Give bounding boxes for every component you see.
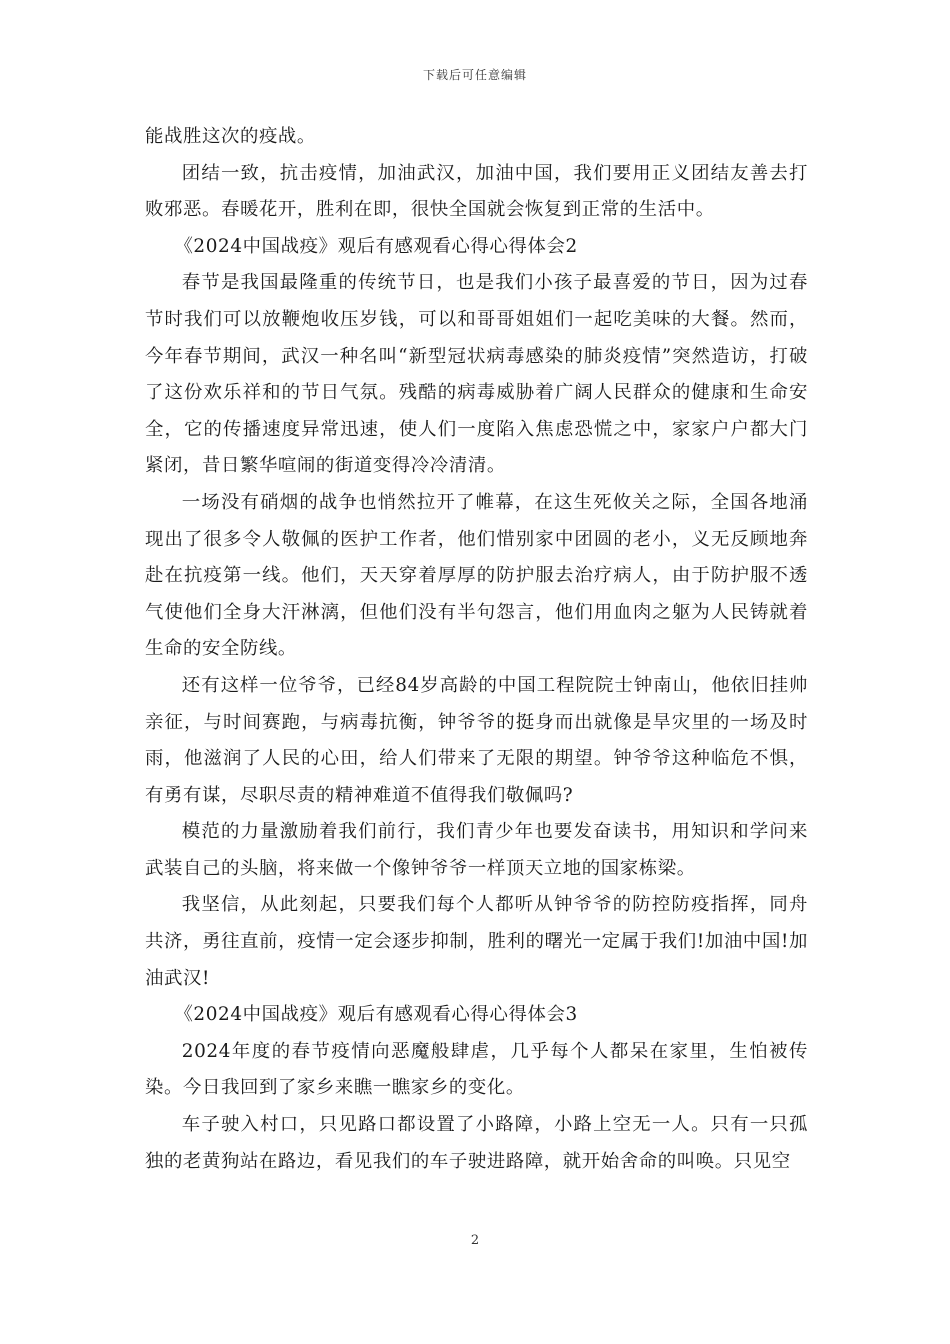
- section-heading: 《2024中国战疫》观后有感观看心得心得体会3: [174, 1004, 578, 1026]
- paragraph: 团结一致，抗击疫情，加油武汉，加油中国，我们要用正义团结友善去打败邪恶。春暖花开，胜利在即，很快全国就会恢复到正常的生活中。: [145, 162, 808, 221]
- paragraph: 春节是我国最隆重的传统节日，也是我们小孩子最喜爱的节日，因为过春节时我们可以放鞭炮收压岁钱，可以和哥哥姐姐们一起吃美味的大餐。然而，今年春节期间，武汉一种名叫“新型冠状病毒感染的肺炎疫情”突然造访，打破了这份欢乐祥和的节日气氛。残酷的病毒威胁着广阔人民群众的健康和生命安全，它的传播速度异常迅速，使人们一度陷入焦虑恐慌之中，家家户户都大门紧闭，昔日繁华喧闹的街道变得冷冷清清。: [145, 272, 808, 477]
- paragraph-continuation: 能战胜这次的疫战。: [145, 126, 316, 147]
- paragraph: 车子驶入村口，只见路口都设置了小路障，小路上空无一人。只有一只孤独的老黄狗站在路边，看见我们的车子驶进路障，就开始舍命的叫唤。只见空: [145, 1114, 808, 1172]
- paragraph: 我坚信，从此刻起，只要我们每个人都听从钟爷爷的防控防疫指挥，同舟共济，勇往直前，疫情一定会逐步抑制，胜利的曙光一定属于我们!加油中国!加油武汉!: [145, 894, 808, 989]
- paragraph: 2024年度的春节疫情向恶魔般肆虐，几乎每个人都呆在家里，生怕被传染。今日我回到了家乡来瞧一瞧家乡的变化。: [145, 1040, 808, 1099]
- paragraph: 还有这样一位爷爷，已经84岁高龄的中国工程院院士钟南山，他依旧挂帅亲征，与时间赛跑，与病毒抗衡，钟爷爷的挺身而出就像是旱灾里的一场及时雨，他滋润了人民的心田，给人们带来了无限的期望。钟爷爷这种临危不惧，有勇有谋，尽职尽责的精神难道不值得我们敬佩吗?: [145, 674, 808, 806]
- document-body: [145, 119, 808, 1180]
- paragraph: 模范的力量激励着我们前行，我们青少年也要发奋读书，用知识和学问来武装自己的头脑，将来做一个像钟爷爷一样顶天立地的国家栋梁。: [145, 821, 808, 879]
- page-number: 2: [470, 1233, 480, 1248]
- page-header: 下载后可任意编辑: [422, 68, 527, 82]
- section-heading: 《2024中国战疫》观后有感观看心得心得体会2: [174, 235, 578, 257]
- paragraph: 一场没有硝烟的战争也悄然拉开了帷幕，在这生死攸关之际，全国各地涌现出了很多令人敬佩的医护工作者，他们惜别家中团圆的老小，义无反顾地奔赴在抗疫第一线。他们，天天穿着厚厚的防护服去治疗病人，由于防护服不透气使他们全身大汗淋漓，但他们没有半句怨言，他们用血肉之躯为人民铸就着生命的安全防线。: [145, 491, 808, 660]
